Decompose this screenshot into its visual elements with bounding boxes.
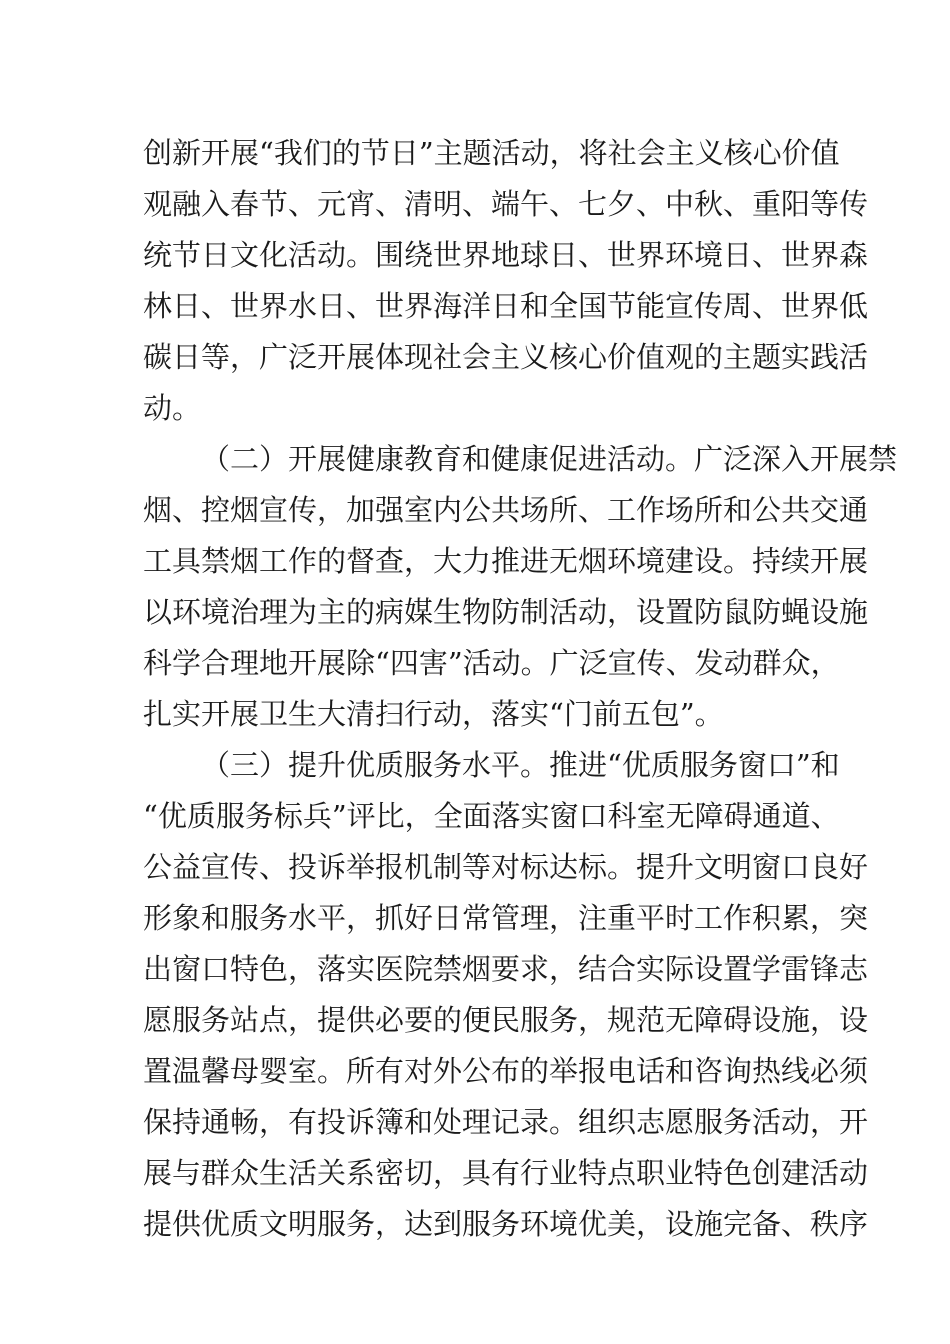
paragraph-3-line-10: 提供优质文明服务，达到服务环境优美，设施完备、秩序 xyxy=(143,1207,869,1241)
paragraph-2-line-3: 工具禁烟工作的督查，大力推进无烟环境建设。持续开展 xyxy=(143,544,869,578)
paragraph-2-line-2: 烟、控烟宣传，加强室内公共场所、工作场所和公共交通 xyxy=(143,493,869,527)
paragraph-1-line-5: 碳日等，广泛开展体现社会主义核心价值观的主题实践活 xyxy=(143,340,869,374)
paragraph-2-line-1: （二）开展健康教育和健康促进活动。广泛深入开展禁 xyxy=(201,442,898,476)
paragraph-3-line-4: 形象和服务水平，抓好日常管理，注重平时工作积累，突 xyxy=(143,901,869,935)
paragraph-3-line-6: 愿服务站点，提供必要的便民服务，规范无障碍设施，设 xyxy=(143,1003,869,1037)
paragraph-3-line-8: 保持通畅，有投诉簿和处理记录。组织志愿服务活动，开 xyxy=(143,1105,869,1139)
paragraph-3-line-1: （三）提升优质服务水平。推进“优质服务窗口”和 xyxy=(201,748,840,782)
paragraph-1-line-3: 统节日文化活动。围绕世界地球日、世界环境日、世界森 xyxy=(143,238,869,272)
paragraph-2-line-6: 扎实开展卫生大清扫行动，落实“门前五包”。 xyxy=(143,697,724,731)
paragraph-1-line-6: 动。 xyxy=(143,391,202,425)
paragraph-3-line-3: 公益宣传、投诉举报机制等对标达标。提升文明窗口良好 xyxy=(143,850,869,884)
paragraph-2-line-5: 科学合理地开展除“四害”活动。广泛宣传、发动群众， xyxy=(143,646,840,680)
paragraph-1-line-4: 林日、世界水日、世界海洋日和全国节能宣传周、世界低 xyxy=(143,289,869,323)
paragraph-3-line-9: 展与群众生活关系密切，具有行业特点职业特色创建活动 xyxy=(143,1156,869,1190)
paragraph-3-line-2: “优质服务标兵”评比，全面落实窗口科室无障碍通道、 xyxy=(143,799,840,833)
paragraph-1-line-2: 观融入春节、元宵、清明、端午、七夕、中秋、重阳等传 xyxy=(143,187,869,221)
paragraph-3-line-5: 出窗口特色，落实医院禁烟要求，结合实际设置学雷锋志 xyxy=(143,952,869,986)
paragraph-1-line-1: 创新开展“我们的节日”主题活动，将社会主义核心价值 xyxy=(143,136,840,170)
paragraph-3-line-7: 置温馨母婴室。所有对外公布的举报电话和咨询热线必须 xyxy=(143,1054,869,1088)
paragraph-2-line-4: 以环境治理为主的病媒生物防制活动，设置防鼠防蝇设施 xyxy=(143,595,869,629)
